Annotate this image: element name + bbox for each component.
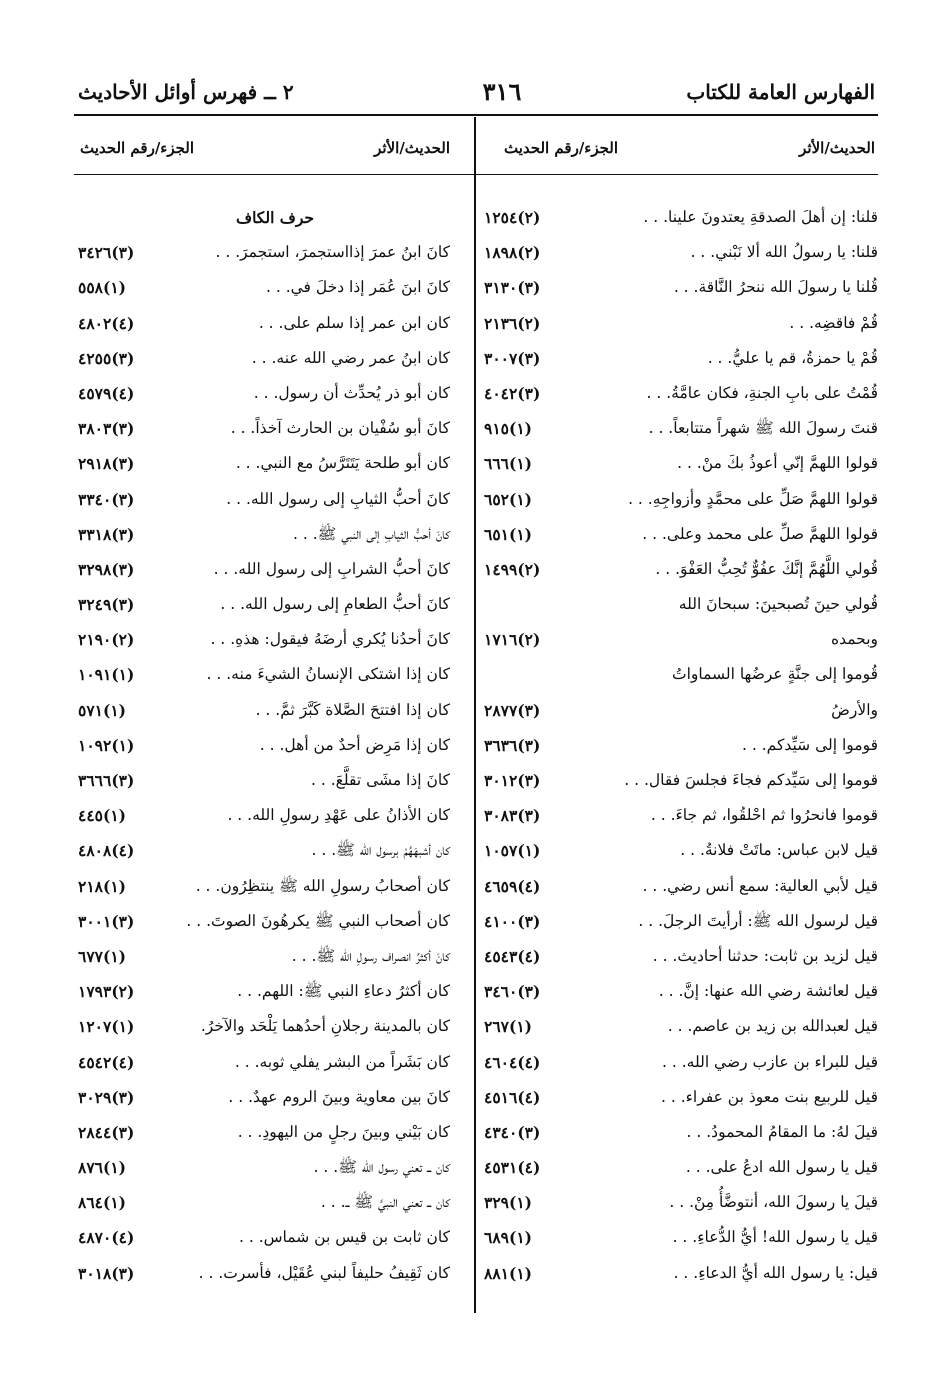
entry-text: كان بالمدينة رجلانِ أحدُهما يَلْحَد والآخرُ.: [200, 1017, 450, 1036]
entry-text: كان ابنُ عمر رضي الله عنه. . .: [251, 348, 450, 367]
entry-reference: (٢)١٨٩٨: [484, 243, 541, 263]
entry-text: كان ابن عمر إذا سلم على. . .: [258, 313, 450, 332]
entry-reference: (١)١٠٥٧: [484, 841, 541, 861]
index-entry: [74, 904, 464, 939]
entry-reference: (٣)٣٠٨٣: [484, 806, 541, 826]
entry-text: كانَ ابنُ عمرَ إذااستجمرَ، استجمرَ. . .: [215, 243, 450, 262]
index-entry: [74, 974, 464, 1009]
index-entry: [484, 235, 878, 270]
index-entry: [484, 270, 878, 305]
entry-reference: (٢)٢١٣٦: [484, 313, 541, 333]
entry-text: كانَ أحدُنا يُكري أرضَهُ فيقول: هذهِ. . .: [210, 630, 450, 649]
entry-text: كان أصحابُ رسولِ الله ﷺ ينتظِرُون. . .: [195, 876, 450, 895]
entry-reference: (١)٦٥١: [484, 524, 532, 544]
entry-reference: (١)٨٦٤: [78, 1193, 126, 1213]
entry-text: كان بَيْني وبينَ رجلٍ من اليهودِ. . .: [237, 1122, 450, 1141]
left-column-head-ref: الجزء/رقم الحديث: [80, 139, 195, 157]
entry-text: قولوا اللهمَّ صَلِّ على محمَّدٍ وأزواجِهِ. . .: [628, 489, 878, 508]
entry-text: قلنا: إن أهلَ الصدقةِ يعتدونَ علينا. . .: [643, 208, 878, 226]
entry-reference: (٣)٣٠٢٩: [78, 1087, 135, 1107]
index-entry: [74, 939, 464, 974]
entry-reference: (٤)٤٨٧٠: [78, 1228, 135, 1248]
entry-reference: (٢)١٧١٦: [484, 630, 541, 650]
entry-reference: (٣)٣٣١٨: [78, 524, 135, 544]
entry-reference: (٤)٤٥٣١: [484, 1158, 541, 1178]
index-entry: [74, 517, 464, 552]
index-entry: [484, 693, 878, 728]
right-column: [484, 200, 878, 1315]
entry-reference: (٤)٤٨٠٨: [78, 841, 135, 861]
index-entry: [484, 1185, 878, 1220]
index-entry: [484, 446, 878, 481]
entry-reference: (٣)٢٨٤٤: [78, 1122, 135, 1142]
entry-text: قُولي اللَّهُمَّ إنَّكَ عفُوٌّ تُحِبُّ العَفْوَ. . .: [655, 559, 878, 578]
index-entry: [484, 1045, 878, 1080]
entry-reference: (٣)٣٠٠٧: [484, 348, 541, 368]
index-entry: [484, 1256, 878, 1291]
entry-text: كان أبو طلحة يَتَتَرَّسُ مع النبي. . .: [235, 454, 450, 473]
entry-reference: (١)٨٧٦: [78, 1158, 126, 1178]
index-entry: [484, 200, 878, 235]
left-column: [74, 200, 464, 1315]
entry-text: قنتَ رسولَ الله ﷺ شهراً متتابعاً. . .: [648, 419, 878, 438]
entry-reference: (٢)٢١٩٠: [78, 630, 135, 650]
entry-reference: (٤)٤٦٥٩: [484, 876, 541, 896]
entry-text: قُلنا يا رسولَ الله ننحرُ النَّاقة. . .: [673, 278, 878, 297]
entry-reference: (١)٢١٨: [78, 876, 126, 896]
entry-text: والأرضُ: [831, 700, 878, 719]
index-entry: [484, 1220, 878, 1255]
index-entry: [74, 1045, 464, 1080]
section-heading: [74, 200, 464, 235]
entry-reference: (١)٦٧٧: [78, 946, 126, 966]
entry-text: كان أشبهَهُمْ برسول الله ﷺ. . .: [311, 841, 450, 860]
index-entry: [484, 763, 878, 798]
index-entry: [74, 1256, 464, 1291]
entry-text: قُمْ فاقضِه. . .: [789, 313, 878, 332]
entry-reference: (٣)٣٠٠١: [78, 911, 135, 931]
entry-text: قولوا اللهمَّ إنّي أعوذُ بكَ منْ. . .: [677, 454, 878, 473]
entry-text: كان ــ تعني رسول الله ﷺ. . .: [313, 1158, 450, 1177]
index-entry: [484, 1009, 878, 1044]
entry-text: كانَ أحبُّ الطعامِ إلى رسول الله. . .: [220, 595, 450, 614]
entry-reference: (٤)٤٥٧٩: [78, 383, 135, 403]
entry-reference: (٢)١٤٩٩: [484, 559, 541, 579]
entry-text: وبحمده: [830, 630, 878, 649]
entry-reference: (٣)٣٣٤٠: [78, 489, 135, 509]
entry-reference: (١)٣٢٩: [484, 1193, 532, 1213]
entry-text: كان إذا مَرِض أحدٌ من أهل. . .: [259, 735, 450, 754]
index-entry: [74, 552, 464, 587]
index-entry: [484, 306, 878, 341]
entry-reference: (٣)٣٢٩٨: [78, 559, 135, 579]
entry-reference: (٣)٣٢٤٩: [78, 595, 135, 615]
entry-text: قُوموا إلى جنَّةٍ عرضُها السماواتُ: [671, 665, 878, 684]
entry-reference: (١)١٠٩١: [78, 665, 135, 685]
index-entry: [74, 376, 464, 411]
entry-text: قيل لأبي العالية: سمع أنس رضي. . .: [642, 876, 878, 895]
index-entry: [484, 411, 878, 446]
index-entry: [484, 657, 878, 692]
entry-text: كان ــ تعني النبيَّ ﷺ ــ. . .: [320, 1193, 450, 1212]
entry-text: قيل لعائشة رضي الله عنها: إنَّ. . .: [658, 982, 878, 1001]
index-entry: [74, 1185, 464, 1220]
index-entry: [484, 728, 878, 763]
entry-text: قيل لرسول الله ﷺ: أرأيتَ الرجلَ. . .: [638, 911, 878, 930]
entry-reference: (١)٦٥٢: [484, 489, 532, 509]
right-column-head-text: الحديث/الأثر: [799, 139, 875, 157]
entry-reference: (١)٦٦٦: [484, 454, 532, 474]
entry-reference: (١)٥٥٨: [78, 278, 126, 298]
index-entry: [484, 1150, 878, 1185]
index-entry: [74, 341, 464, 376]
index-entry: [74, 482, 464, 517]
index-entry: [484, 482, 878, 517]
entry-text: قلنا: يا رسولُ الله ألا نَبْني. . .: [690, 243, 878, 262]
entry-reference: (٤)٤٥٤٣: [484, 946, 541, 966]
entry-text: كانَ أحبُّ الثيابِ إلى النبي ﷺ. . .: [293, 524, 450, 543]
entry-text: كان أكثرُ دعاءِ النبي ﷺ: اللهم. . .: [237, 982, 450, 1001]
index-entry: [484, 904, 878, 939]
entry-text: كان أصحاب النبي ﷺ يكرهُونَ الصوتَ. . .: [186, 911, 450, 930]
index-entry: [484, 587, 878, 622]
entry-reference: (٤)٤٨٠٢: [78, 313, 135, 333]
entry-text: قيل للربيع بنت معوذ بن عفراء. . .: [661, 1087, 878, 1106]
section-title: ٢ ــ فهرس أوائل الأحاديث: [78, 80, 294, 104]
column-divider: [474, 117, 476, 1313]
index-entry: [74, 728, 464, 763]
entry-reference: (١)٦٨٩: [484, 1228, 532, 1248]
entry-text: قيلَ يا رسولَ الله، أنتوضَّأُ مِنْ. . .: [669, 1193, 878, 1212]
entry-text: قوموا إلى سَيِّدكم. . .: [742, 735, 878, 754]
entry-text: قُولي حينَ تُصبحينَ: سبحانَ الله: [678, 595, 878, 614]
entry-text: كان إذا اشتكى الإنسانُ الشيءَ منه. . .: [206, 665, 450, 684]
index-entry: [484, 974, 878, 1009]
index-entry: [74, 411, 464, 446]
entry-text: كانَ ابنَ عُمَر إذا دخلَ في. . .: [265, 278, 450, 297]
index-entry: [74, 622, 464, 657]
entry-text: قولوا اللهمَّ صلِّ على محمد وعلى. . .: [642, 524, 878, 543]
entry-text: قوموا إلى سَيِّدكم فجاءَ فجلسَ فقال. . .: [624, 771, 878, 789]
index-entry: [74, 235, 464, 270]
index-entry: [484, 1115, 878, 1150]
entry-text: كانَ أحبُّ الثيابِ إلى رسول الله. . .: [226, 489, 450, 508]
index-entry: [74, 1115, 464, 1150]
entry-text: قيل لزيد بن ثابت: حدثنا أحاديث. . .: [652, 946, 878, 965]
index-entry: [74, 693, 464, 728]
column-header-rule: [74, 174, 878, 175]
entry-reference: (٣)٣٦٣٦: [484, 735, 541, 755]
entry-reference: (٢)١٧٩٣: [78, 982, 135, 1002]
entry-text: كان ثَقِيفُ حليفاً لبني عُقَيْل، فأسرت. . .: [198, 1263, 450, 1282]
entry-reference: (٤)٤٦٠٤: [484, 1052, 541, 1072]
entry-reference: (٣)٣٤٢٦: [78, 243, 135, 263]
index-entry: [74, 833, 464, 868]
index-entry: [74, 1080, 464, 1115]
index-entry: [74, 1009, 464, 1044]
entry-reference: (٣)٣٤٦٠: [484, 982, 541, 1002]
index-entry: [484, 869, 878, 904]
index-entry: [74, 1150, 464, 1185]
entry-reference: (٣)٤٣٤٠: [484, 1122, 541, 1142]
index-entry: [484, 376, 878, 411]
running-title: الفهارس العامة للكتاب: [686, 80, 875, 104]
entry-text: قُمْ يا حمزةُ، قم يا عليُّ. . .: [707, 348, 878, 367]
entry-reference: (٣)٣٠١٨: [78, 1263, 135, 1283]
index-entry: [74, 270, 464, 305]
entry-text: قيل يا رسول الله! أيُّ الدُّعاءِ. . .: [672, 1228, 878, 1247]
index-entry: [484, 798, 878, 833]
entry-reference: (٣)٤٢٥٥: [78, 348, 135, 368]
entry-reference: (٣)٤٠٤٢: [484, 383, 541, 403]
entry-text: كان إذا افتتحَ الصَّلاة كَبَّرَ ثمَّ. . .: [255, 700, 450, 719]
entry-text: قيلَ لهُ: ما المقامُ المحمودُ. . .: [686, 1122, 878, 1141]
index-entry: [484, 341, 878, 376]
index-entry: [484, 833, 878, 868]
section-heading-text: حرف الكاف: [236, 208, 314, 227]
entry-text: كانَ بين معاوية وبينَ الروم عهدٌ. . .: [228, 1087, 450, 1106]
index-entry: [484, 552, 878, 587]
entry-reference: (٤)٤٥١٦: [484, 1087, 541, 1107]
page-number: ٣١٦: [482, 77, 522, 106]
entry-reference: (٢)١٢٥٤: [484, 208, 541, 227]
entry-text: قوموا فانحرُوا ثم احْلقُوا، ثم جاءَ. . .: [650, 806, 878, 825]
entry-reference: (٣)٢٩١٨: [78, 454, 135, 474]
entry-text: قيل يا رسول الله ادعُ على. . .: [685, 1158, 878, 1177]
entry-reference: (١)٥٧١: [78, 700, 126, 720]
entry-text: كانَ إذا مشَى تقلَّعَ. . .: [310, 771, 450, 789]
entry-text: كانَ أحبُّ الشرابِ إلى رسول الله. . .: [213, 559, 450, 578]
entry-reference: (٣)٣٨٠٣: [78, 419, 135, 439]
index-entry: [74, 1220, 464, 1255]
index-entry: [74, 587, 464, 622]
entry-reference: (١)٨٨١: [484, 1263, 532, 1283]
entry-reference: (٤)٤٥٤٢: [78, 1052, 135, 1072]
index-entry: [74, 446, 464, 481]
entry-reference: (٣)٤١٠٠: [484, 911, 541, 931]
index-entry: [484, 939, 878, 974]
entry-text: كان بَشَراً من البشر يفلي ثوبه. . .: [234, 1052, 450, 1071]
entry-text: قُمْتُ على بابِ الجنةِ، فكان عامَّةُ. . .: [646, 383, 878, 402]
entry-reference: (١)١٢٠٧: [78, 1017, 135, 1037]
entry-text: قيل: يا رسول الله أيُّ الدعاءِ. . .: [673, 1263, 878, 1282]
entry-reference: (٣)٣٠١٢: [484, 771, 541, 790]
index-entry: [74, 869, 464, 904]
entry-reference: (١)٢٦٧: [484, 1017, 532, 1037]
entry-text: كان أبو ذر يُحدِّث أن رسول. . .: [253, 383, 450, 402]
entry-text: قيل لعبدالله بن زيد بن عاصم. . .: [667, 1017, 878, 1036]
entry-text: كانَ أبو سُفْيان بن الحارث آخذاً. . .: [230, 419, 450, 438]
header-rule: [74, 114, 878, 116]
left-column-head-text: الحديث/الأثر: [374, 139, 450, 157]
index-entry: [484, 517, 878, 552]
index-entry: [74, 657, 464, 692]
entry-text: كان ثابت بن قيس بن شماس. . .: [239, 1228, 450, 1247]
entry-reference: (١)٩١٥: [484, 419, 532, 439]
entry-reference: (١)٤٤٥: [78, 806, 126, 826]
entry-reference: (١)١٠٩٢: [78, 735, 135, 755]
entry-reference: (٣)٣١٣٠: [484, 278, 541, 298]
entry-reference: (٣)٣٦٦٦: [78, 771, 135, 790]
entry-text: كان الأذانُ على عَهْدِ رسولِ الله. . .: [227, 806, 450, 825]
entry-reference: (٣)٢٨٧٧: [484, 700, 541, 720]
right-column-head-ref: الجزء/رقم الحديث: [504, 139, 619, 157]
entry-text: قيل لابن عباس: ماتَتْ فلانةُ. . .: [680, 841, 878, 860]
index-entry: [484, 1080, 878, 1115]
index-entry: [74, 798, 464, 833]
index-entry: [74, 306, 464, 341]
index-entry: [484, 622, 878, 657]
index-entry: [74, 763, 464, 798]
entry-text: قيل للبراء بن عازب رضي الله. . .: [662, 1052, 878, 1071]
entry-text: كانَ أكثرُ انصراف رسولِ الله ﷺ. . .: [291, 946, 450, 965]
